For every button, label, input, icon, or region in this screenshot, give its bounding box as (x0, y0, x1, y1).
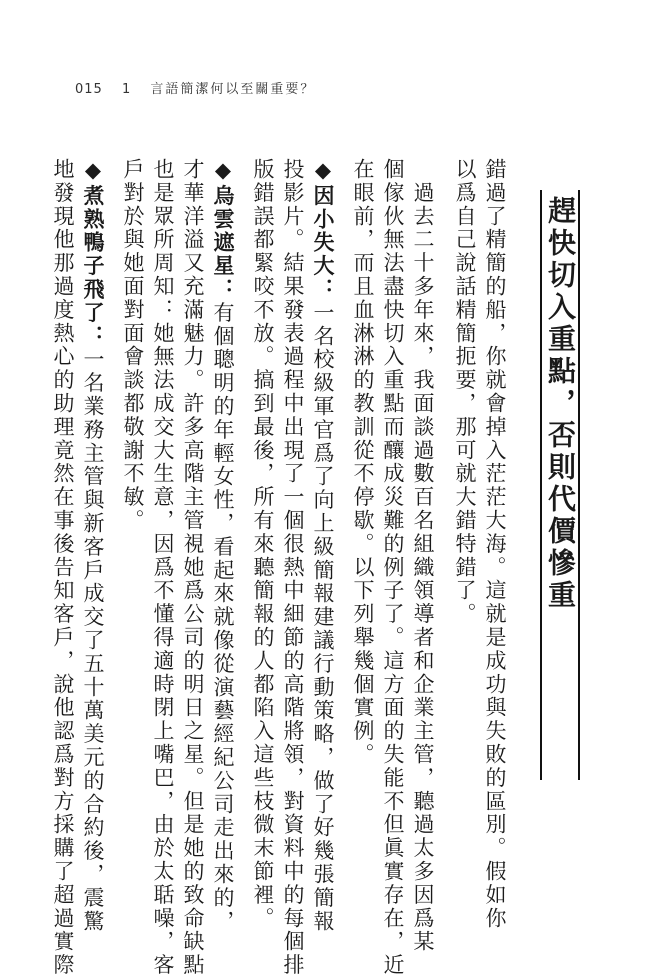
bullet-item-2 (212, 158, 233, 933)
bullet-text: 一名業務主管與新客戶成交了五十萬美元的合約後，震驚 (81, 348, 105, 934)
text-column-3: 過去二十多年來，我面談過數百名組織領導者和企業主管，聽過太多因爲某 (411, 158, 435, 954)
bullet-marker: ◆ (311, 158, 335, 185)
bullet-marker: ◆ (81, 158, 105, 185)
page-number: 015 (75, 82, 103, 97)
text-column-10: 才華洋溢又充滿魅力。許多高階主管視她爲公司的明日之星。但是她的致命缺點 (181, 158, 205, 977)
text-column-1: 錯過了精簡的船，你就會掉入茫茫大海。這就是成功與失敗的區別。假如你 (483, 158, 507, 931)
bullet-term: 煮熟鴨子飛了： (81, 184, 105, 349)
section-heading-box (540, 190, 580, 780)
text-column-7: 投影片。結果發表過程中出現了一個很熱中細節的高階將領，對資料中的每個排 (281, 158, 305, 977)
text-column-14: 地發現他那過度熱心的助理竟然在事後告知客戶，說他認爲對方採購了超過實際 (51, 158, 75, 977)
bullet-term: 烏雲遮星： (211, 184, 235, 302)
bullet-item-1 (312, 158, 333, 933)
text-column-4: 個傢伙無法盡快切入重點而釀成災難的例子了。這方面的失能不但眞實存在，近 (381, 158, 405, 977)
bullet-text: 一名校級軍官爲了向上級簡報建議行動策略，做了好幾張簡報 (311, 301, 335, 934)
text-column-8: 版錯誤都緊咬不放。搞到最後，所有來聽簡報的人都陷入這些枝微末節裡。 (251, 158, 275, 931)
text-column-12: 戶對於與她面對面會談都敬謝不敏。 (121, 158, 145, 533)
running-head (75, 78, 315, 97)
bullet-term: 因小失大： (311, 184, 335, 302)
text-column-2: 以爲自己說話精簡扼要，那可就大錯特錯了。 (453, 158, 477, 626)
bullet-item-3 (82, 158, 103, 933)
text-column-5: 在眼前，而且血淋淋的教訓從不停歇。以下列舉幾個實例。 (351, 158, 375, 767)
text-column-11: 也是眾所周知：她無法成交大生意，因爲不懂得適時閉上嘴巴，由於太聒噪，客 (151, 158, 175, 977)
chapter-title: 言語簡潔何以至關重要？ (150, 82, 316, 97)
chapter-number: 1 (121, 82, 132, 97)
bullet-text: 有個聰明的年輕女性，看起來就像從演藝經紀公司走出來的， (211, 301, 235, 934)
section-heading: 趕快切入重點，否則代價慘重 (544, 196, 577, 612)
bullet-marker: ◆ (211, 158, 235, 185)
